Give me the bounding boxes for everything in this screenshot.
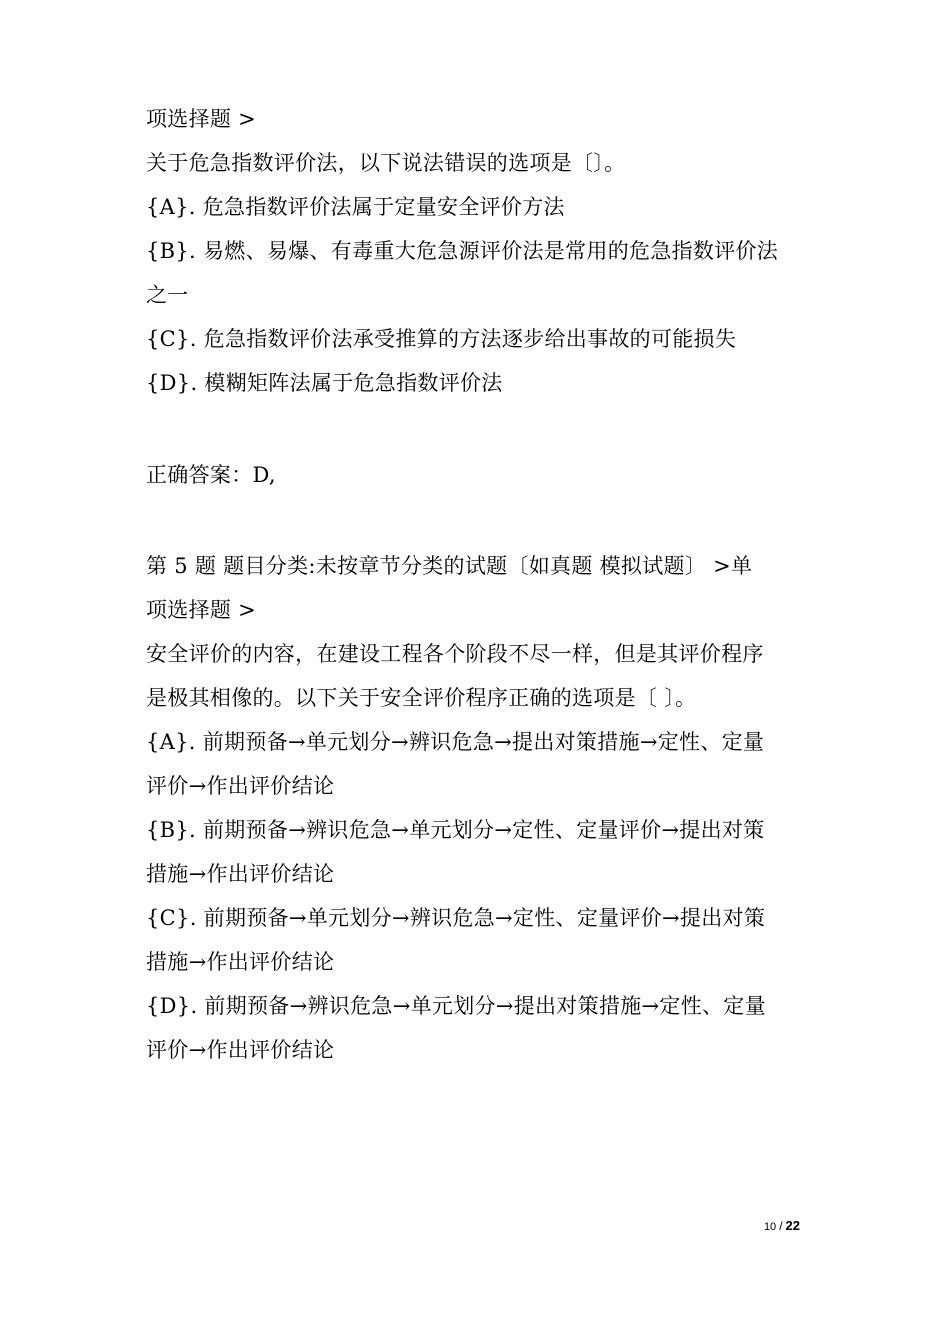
q5-option-d: {D}. 前期预备→辨识危急→单元划分→提出对策措施→定性、定量: [146, 994, 766, 1018]
q4-answer: 正确答案：D,: [146, 463, 276, 487]
q5-option-a: {A}. 前期预备→单元划分→辨识危急→提出对策措施→定性、定量: [146, 730, 765, 754]
q4-option-c: {C}. 危急指数评价法承受推算的方法逐步给出事故的可能损失: [146, 327, 737, 351]
q4-option-b: {B}. 易燃、易爆、有毒重大危急源评价法是常用的危急指数评价法: [146, 239, 779, 263]
q5-option-c: {C}. 前期预备→单元划分→辨识危急→定性、定量评价→提出对策: [146, 906, 766, 930]
q5-header-continued: 项选择题 >: [146, 598, 257, 622]
page-separator: /: [779, 1219, 783, 1233]
q5-stem: 安全评价的内容，在建设工程各个阶段不尽一样，但是其评价程序: [146, 642, 764, 666]
page-number: [740, 1216, 800, 1237]
current-page-number: 10: [763, 1221, 777, 1233]
q4-category-tail: 项选择题 >: [146, 107, 257, 131]
q5-option-b: {B}. 前期预备→辨识危急→单元划分→定性、定量评价→提出对策: [146, 818, 765, 842]
q4-option-d: {D}. 模糊矩阵法属于危急指数评价法: [146, 371, 503, 395]
q5-option-b-continued: 措施→作出评价结论: [146, 862, 335, 886]
q4-stem: 关于危急指数评价法，以下说法错误的选项是〔〕。: [146, 151, 626, 175]
q5-option-c-continued: 措施→作出评价结论: [146, 950, 335, 974]
q5-option-d-continued: 评价→作出评价结论: [146, 1038, 335, 1062]
q4-option-a: {A}. 危急指数评价法属于定量安全评价方法: [146, 195, 565, 219]
q5-header: 第 5 题 题目分类:未按章节分类的试题〔如真题 模拟试题〕 >单: [146, 554, 753, 578]
q5-stem-continued: 是极其相像的。以下关于安全评价程序正确的选项是〔 〕。: [146, 686, 697, 710]
q5-option-a-continued: 评价→作出评价结论: [146, 774, 335, 798]
q4-option-b-continued: 之一: [146, 283, 189, 307]
total-pages: 22: [785, 1218, 800, 1233]
